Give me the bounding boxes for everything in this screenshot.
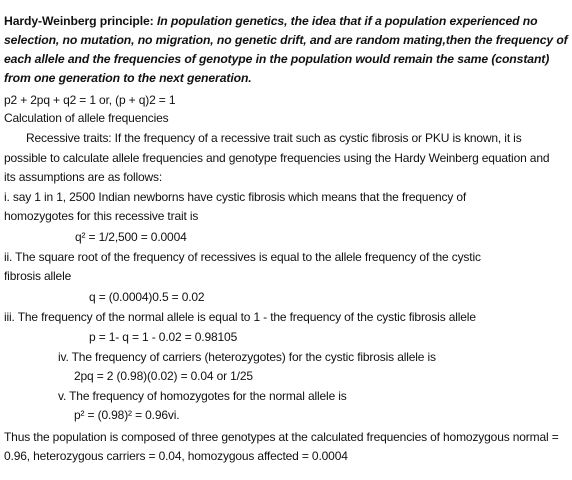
conclusion-line-1: Thus the population is composed of three genotypes at the calculated frequencies of homozygous normal = (4, 430, 559, 444)
title-line-1 (4, 14, 537, 28)
step-1-equation: q² = 1/2,500 = 0.0004 (75, 230, 187, 244)
paragraph-line-3: its assumptions are as follows: (4, 170, 163, 184)
principle-name: Hardy-Weinberg principle: (4, 14, 154, 28)
paragraph-line-2: possible to calculate allele frequencies and genotype frequencies using the Hardy Weinberg equation and (4, 151, 550, 165)
hardy-weinberg-equation: p2 + 2pq + q2 = 1 or, (p + q)2 = 1 (4, 93, 176, 107)
step-3-equation: p = 1- q = 1 - 0.02 = 0.98105 (89, 330, 238, 344)
conclusion-line-2: 0.96, heterozygous carriers = 0.04, homozygous affected = 0.0004 (4, 449, 348, 463)
step-3-line: iii. The frequency of the normal allele is equal to 1 - the frequency of the cystic fibrosis allele (4, 310, 476, 324)
step-1-line-1: i. say 1 in 1, 2500 Indian newborns have cystic fibrosis which means that the frequency of (4, 190, 467, 204)
step-2-line-2: fibrosis allele (4, 269, 72, 283)
paragraph-line-1: Recessive traits: If the frequency of a recessive trait such as cystic fibrosis or PKU is known, it is (26, 131, 522, 145)
step-2-equation: q = (0.0004)0.5 = 0.02 (89, 290, 205, 304)
step-5-line: v. The frequency of homozygotes for the normal allele is (58, 389, 347, 403)
title-line-4: from one generation to the next generation. (4, 71, 252, 85)
step-4-equation: 2pq = 2 (0.98)(0.02) = 0.04 or 1/25 (74, 369, 253, 383)
calculation-heading: Calculation of allele frequencies (4, 111, 169, 125)
step-5-equation: p² = (0.98)² = 0.96vi. (74, 408, 180, 422)
step-4-line: iv. The frequency of carriers (heterozygotes) for the cystic fibrosis allele is (58, 350, 436, 364)
title-line-3: each allele and the frequencies of genotype in the population would remain the same (constant) (4, 52, 550, 66)
title-line-2: selection, no mutation, no migration, no genetic drift, and are random mating,then the frequency of (4, 33, 568, 47)
definition-text: In population genetics, the idea that if a population experienced no (156, 14, 538, 28)
step-1-line-2: homozygotes for this recessive trait is (4, 209, 199, 223)
step-2-line-1: ii. The square root of the frequency of recessives is equal to the allele frequency of the cystic (4, 250, 481, 264)
